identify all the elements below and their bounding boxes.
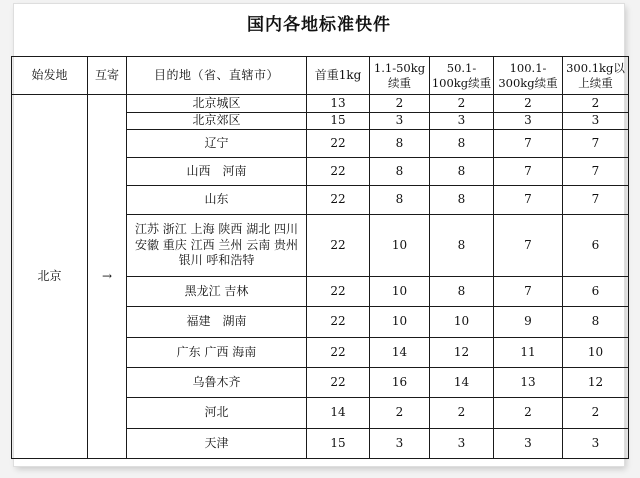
tier1-cell: 8 — [370, 129, 430, 157]
tier1-cell: 2 — [370, 398, 430, 428]
tier3-cell: 3 — [494, 428, 563, 458]
tier1-cell: 2 — [370, 95, 430, 112]
tier1-cell: 3 — [370, 112, 430, 129]
header-first-weight: 首重1kg — [307, 57, 370, 95]
destination-cell: 河北 — [127, 398, 307, 428]
header-origin: 始发地 — [12, 57, 88, 95]
tier2-cell: 3 — [430, 112, 494, 129]
tier4-cell: 10 — [563, 337, 629, 367]
header-row — [12, 57, 629, 95]
tier2-cell: 2 — [430, 95, 494, 112]
tier2-cell: 10 — [430, 307, 494, 337]
destination-cell: 辽宁 — [127, 129, 307, 157]
tier3-cell: 2 — [494, 95, 563, 112]
tier3-cell: 7 — [494, 186, 563, 214]
tier4-cell: 3 — [563, 428, 629, 458]
tier2-cell: 2 — [430, 398, 494, 428]
tier4-cell: 12 — [563, 368, 629, 398]
tier4-cell: 3 — [563, 112, 629, 129]
tier2-cell: 3 — [430, 428, 494, 458]
first-weight-cell: 22 — [307, 337, 370, 367]
tier3-cell: 7 — [494, 129, 563, 157]
destination-cell: 山东 — [127, 186, 307, 214]
header-tier1: 1.1-50kg续重 — [370, 57, 430, 95]
tier3-cell: 11 — [494, 337, 563, 367]
header-tier3: 100.1-300kg续重 — [494, 57, 563, 95]
tier1-cell: 3 — [370, 428, 430, 458]
mutual-arrow: → — [88, 95, 127, 459]
tier4-cell: 2 — [563, 95, 629, 112]
first-weight-cell: 22 — [307, 277, 370, 307]
tier3-cell: 9 — [494, 307, 563, 337]
tier2-cell: 8 — [430, 129, 494, 157]
tier3-cell: 3 — [494, 112, 563, 129]
rate-table — [11, 56, 629, 459]
tier4-cell: 6 — [563, 214, 629, 277]
tier2-cell: 8 — [430, 214, 494, 277]
tier1-cell: 10 — [370, 214, 430, 277]
tier1-cell: 8 — [370, 186, 430, 214]
tier3-cell: 2 — [494, 398, 563, 428]
table-row — [12, 95, 629, 112]
header-destination: 目的地（省、直辖市） — [127, 57, 307, 95]
tier2-cell: 8 — [430, 277, 494, 307]
destination-cell: 江苏 浙江 上海 陕西 湖北 四川 安徽 重庆 江西 兰州 云南 贵州 银川 呼和浩特 — [127, 214, 307, 277]
destination-cell: 黑龙江 吉林 — [127, 277, 307, 307]
tier3-cell: 13 — [494, 368, 563, 398]
tier2-cell: 14 — [430, 368, 494, 398]
destination-cell: 山西 河南 — [127, 157, 307, 185]
tier2-cell: 12 — [430, 337, 494, 367]
tier2-cell: 8 — [430, 186, 494, 214]
origin-cell: 北京 — [12, 95, 88, 459]
tier4-cell: 2 — [563, 398, 629, 428]
tier1-cell: 14 — [370, 337, 430, 367]
tier4-cell: 6 — [563, 277, 629, 307]
page-title: 国内各地标准快件 — [247, 15, 391, 35]
first-weight-cell: 15 — [307, 428, 370, 458]
first-weight-cell: 14 — [307, 398, 370, 428]
destination-cell: 北京城区 — [127, 95, 307, 112]
destination-cell: 福建 湖南 — [127, 307, 307, 337]
tier3-cell: 7 — [494, 214, 563, 277]
tier4-cell: 8 — [563, 307, 629, 337]
first-weight-cell: 15 — [307, 112, 370, 129]
tier1-cell: 10 — [370, 277, 430, 307]
first-weight-cell: 22 — [307, 307, 370, 337]
tier4-cell: 7 — [563, 129, 629, 157]
first-weight-cell: 13 — [307, 95, 370, 112]
first-weight-cell: 22 — [307, 157, 370, 185]
first-weight-cell: 22 — [307, 186, 370, 214]
tier3-cell: 7 — [494, 277, 563, 307]
destination-cell: 天津 — [127, 428, 307, 458]
tier2-cell: 8 — [430, 157, 494, 185]
first-weight-cell: 22 — [307, 129, 370, 157]
tier1-cell: 8 — [370, 157, 430, 185]
first-weight-cell: 22 — [307, 214, 370, 277]
destination-cell: 北京郊区 — [127, 112, 307, 129]
header-tier2: 50.1-100kg续重 — [430, 57, 494, 95]
destination-cell: 乌鲁木齐 — [127, 368, 307, 398]
tier1-cell: 16 — [370, 368, 430, 398]
destination-cell: 广东 广西 海南 — [127, 337, 307, 367]
header-mutual: 互寄 — [88, 57, 127, 95]
tier1-cell: 10 — [370, 307, 430, 337]
header-tier4: 300.1kg以上续重 — [563, 57, 629, 95]
tier4-cell: 7 — [563, 157, 629, 185]
tier4-cell: 7 — [563, 186, 629, 214]
first-weight-cell: 22 — [307, 368, 370, 398]
tier3-cell: 7 — [494, 157, 563, 185]
